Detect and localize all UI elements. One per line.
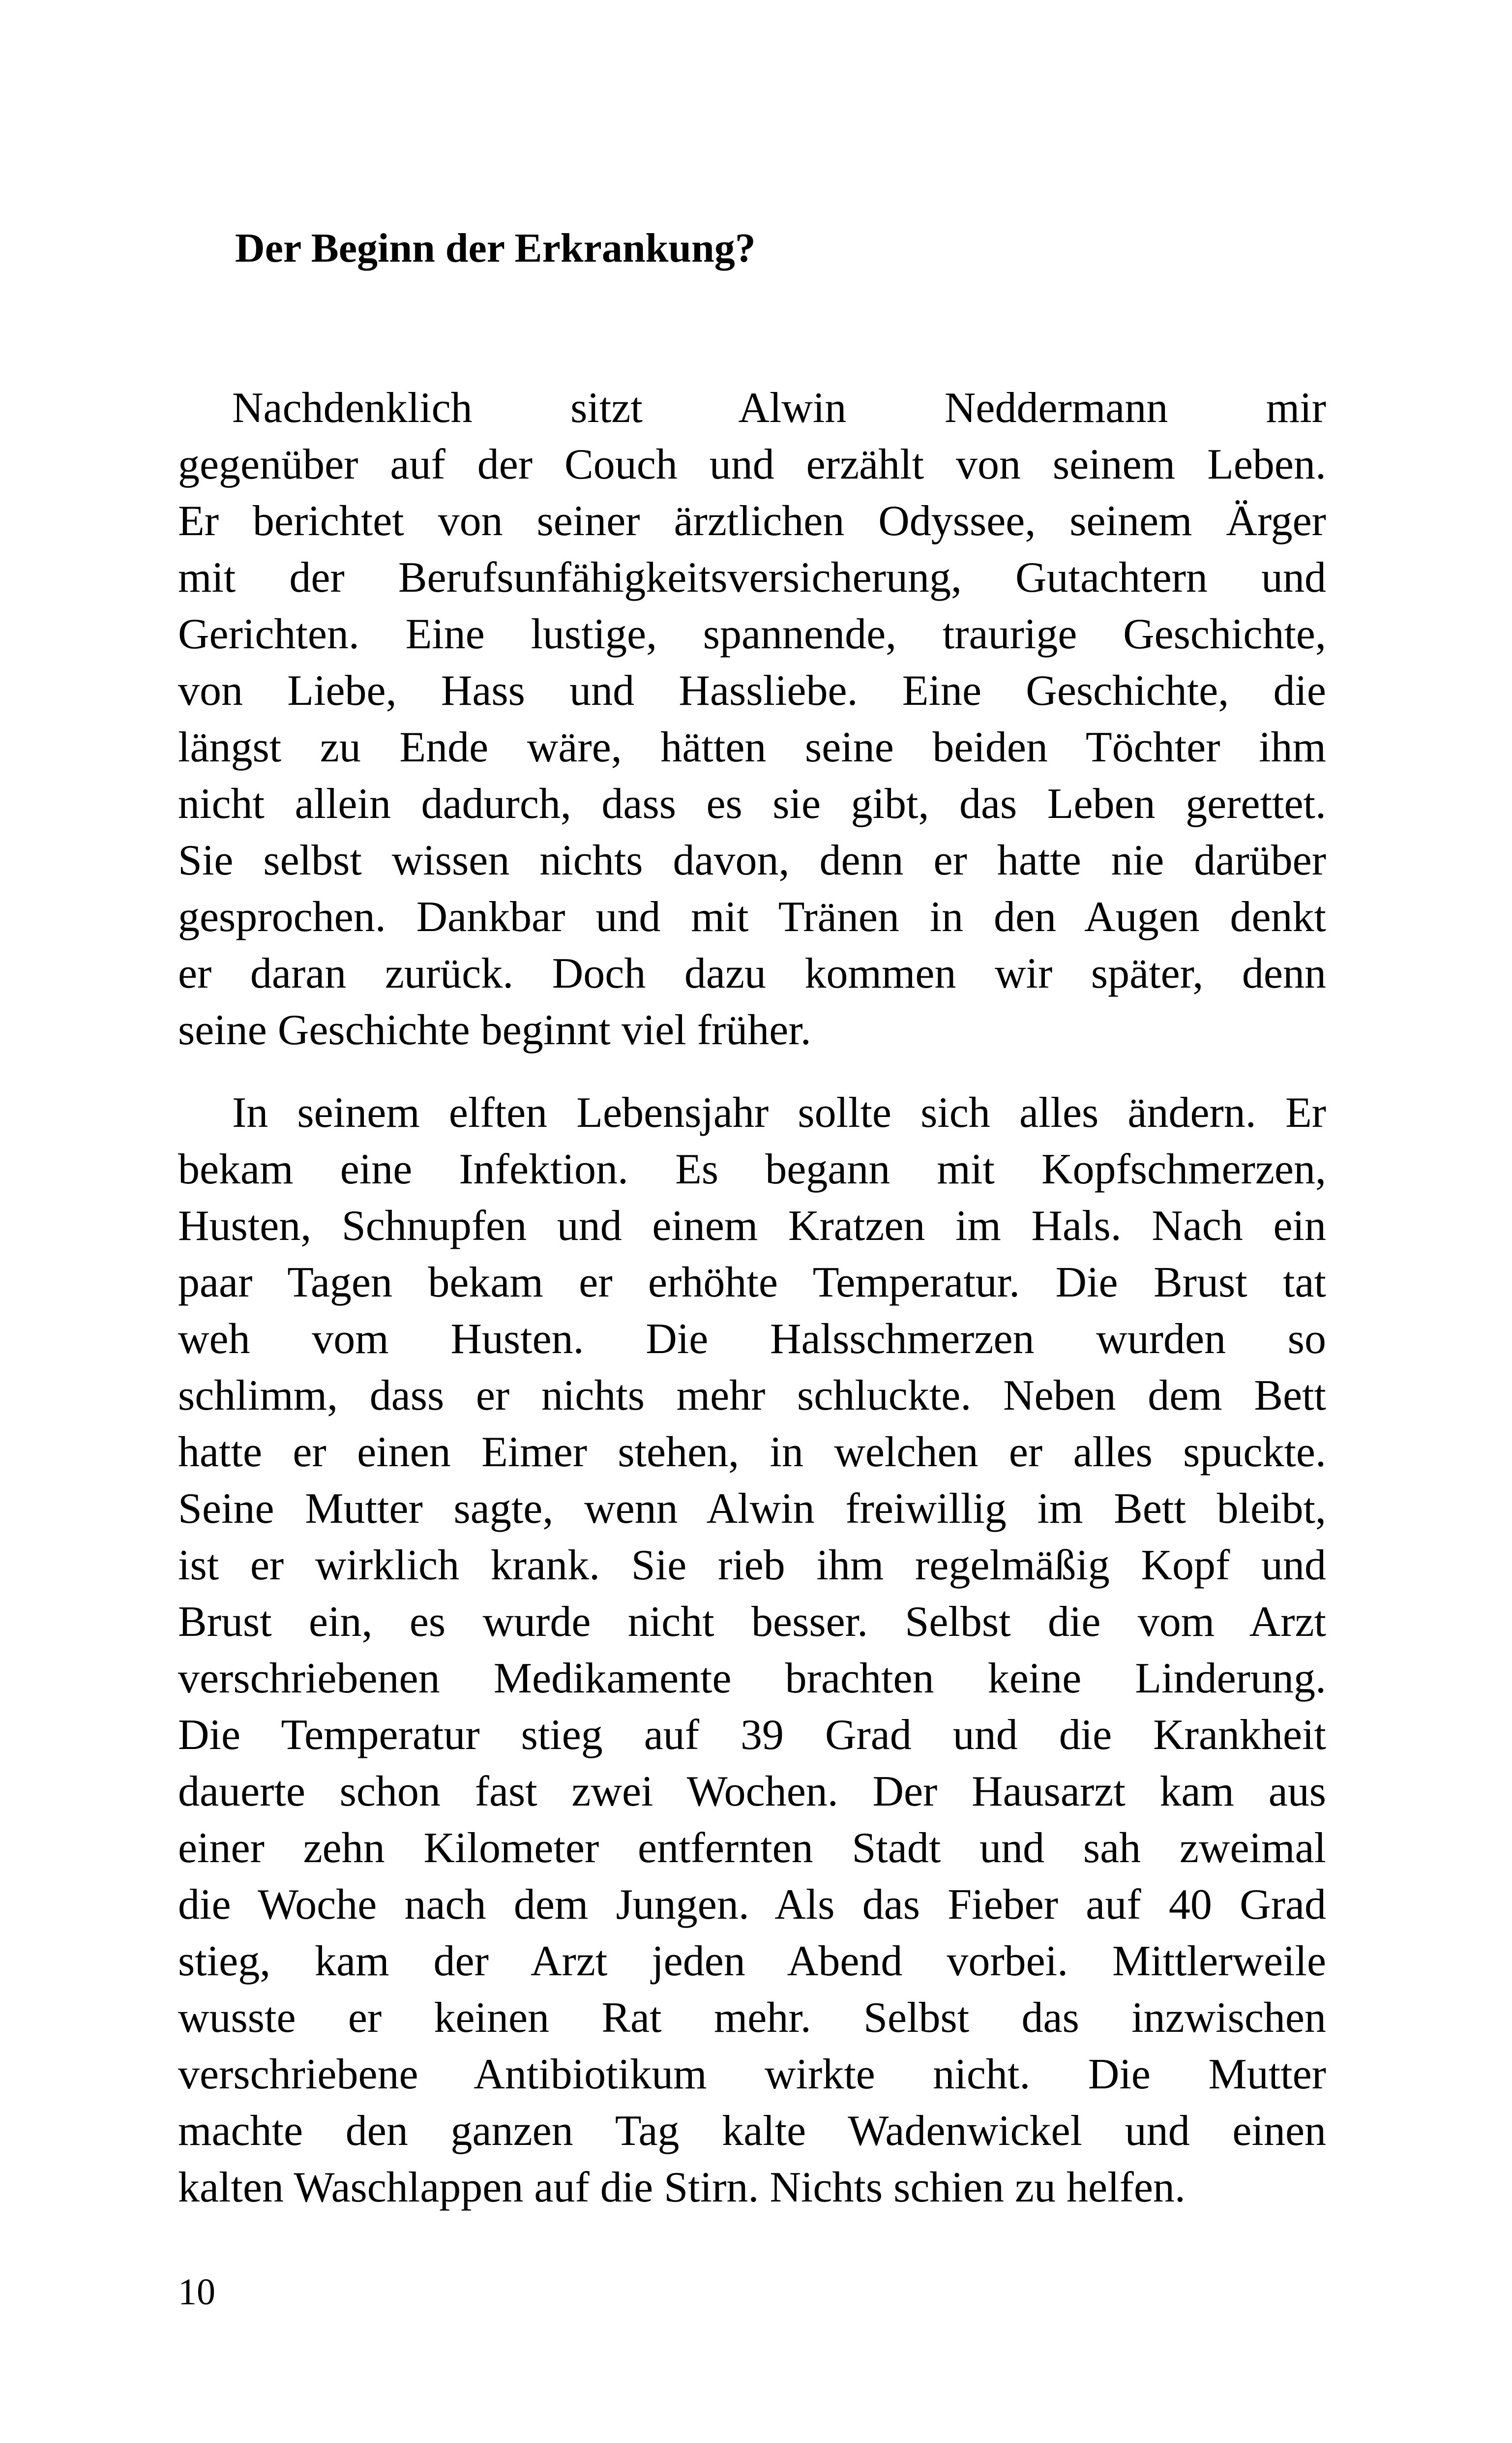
text-line: Die Temperatur stieg auf 39 Grad und die Krankheit — [178, 1711, 1326, 1759]
text-line: seine Geschichte beginnt viel früher. — [178, 1006, 811, 1054]
text-line: Gerichten. Eine lustige, spannende, traurige Geschichte, — [178, 610, 1326, 658]
text-line: dauerte schon fast zwei Wochen. Der Hausarzt kam aus — [178, 1768, 1326, 1815]
text-line: verschriebene Antibiotikum wirkte nicht. Die Mutter — [178, 2051, 1326, 2098]
text-line: längst zu Ende wäre, hätten seine beiden Töchter ihm — [178, 724, 1326, 771]
text-line: gesprochen. Dankbar und mit Tränen in den Augen denkt — [178, 893, 1326, 941]
text-line: er daran zurück. Doch dazu kommen wir später, denn — [178, 950, 1326, 997]
text-line: schlimm, dass er nichts mehr schluckte. Neben dem Bett — [178, 1372, 1326, 1419]
text-line: nicht allein dadurch, dass es sie gibt, das Leben gerettet. — [178, 780, 1326, 828]
text-line: In seinem elften Lebensjahr sollte sich alles ändern. Er — [232, 1089, 1326, 1137]
text-line: bekam eine Infektion. Es begann mit Kopfschmerzen, — [178, 1146, 1326, 1193]
text-line: Brust ein, es wurde nicht besser. Selbst die vom Arzt — [178, 1598, 1326, 1646]
text-line: einer zehn Kilometer entfernten Stadt und sah zweimal — [178, 1824, 1326, 1872]
text-line: stieg, kam der Arzt jeden Abend vorbei. Mittlerweile — [178, 1937, 1326, 1985]
text-line: Husten, Schnupfen und einem Kratzen im Hals. Nach ein — [178, 1202, 1326, 1250]
text-line: Sie selbst wissen nichts davon, denn er hatte nie darüber — [178, 837, 1326, 884]
text-line: paar Tagen bekam er erhöhte Temperatur. Die Brust tat — [178, 1259, 1326, 1306]
text-line: kalten Waschlappen auf die Stirn. Nichts schien zu helfen. — [178, 2164, 1186, 2211]
page-number: 10 — [178, 2271, 215, 2313]
text-line: Nachdenklich sitzt Alwin Neddermann mir — [232, 384, 1326, 432]
text-line: Seine Mutter sagte, wenn Alwin freiwillig im Bett bleibt, — [178, 1485, 1326, 1533]
text-line: gegenüber auf der Couch und erzählt von seinem Leben. — [178, 441, 1326, 488]
text-line: Er berichtet von seiner ärztlichen Odyssee, seinem Ärger — [178, 497, 1326, 545]
text-line: von Liebe, Hass und Hassliebe. Eine Geschichte, die — [178, 667, 1326, 715]
paragraph — [178, 380, 1326, 1058]
text-line: machte den ganzen Tag kalte Wadenwickel und einen — [178, 2107, 1326, 2155]
text-line: hatte er einen Eimer stehen, in welchen er alles spuckte. — [178, 1428, 1326, 1476]
text-line: ist er wirklich krank. Sie rieb ihm regelmäßig Kopf und — [178, 1541, 1326, 1589]
text-line: weh vom Husten. Die Halsschmerzen wurden so — [178, 1315, 1326, 1363]
section-heading: Der Beginn der Erkrankung? — [235, 225, 756, 271]
text-line: mit der Berufsunfähigkeitsversicherung, Gutachtern und — [178, 554, 1326, 602]
text-line: die Woche nach dem Jungen. Als das Fieber auf 40 Grad — [178, 1881, 1326, 1929]
text-line: verschriebenen Medikamente brachten keine Linderung. — [178, 1655, 1326, 1702]
text-line: wusste er keinen Rat mehr. Selbst das inzwischen — [178, 1994, 1326, 2042]
paragraph — [178, 1085, 1326, 2216]
